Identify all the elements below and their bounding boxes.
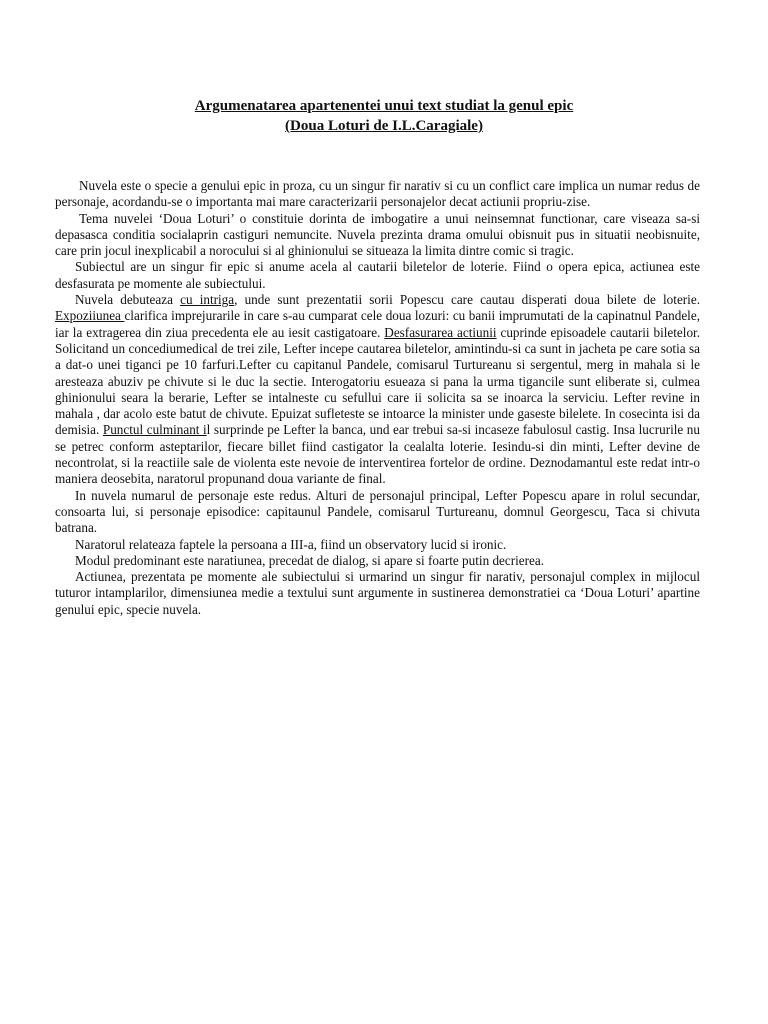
p4-text-2: , unde sunt prezentatii sorii Popescu care cautau disperati doua bilete de loterie. (234, 292, 700, 308)
document-title (0, 96, 768, 136)
paragraph-3: Subiectul are un singur fir epic si anume acela al cautarii biletelor de loterie. Fiind o opera epica, actiunea este desfasurata pe momente ale subiectului. (55, 259, 700, 291)
paragraph-1: Nuvela este o specie a genului epic in proza, cu un singur fir narativ si cu un conflict care implica un numar redus de personaje, acordandu-se o importanta mai mare caracterizarii personajelor decat actiunii propriu-zise. (55, 178, 700, 210)
title-line-1: Argumenatarea apartenentei unui text studiat la genul epic (194, 98, 574, 114)
title-line-2: (Doua Loturi de I.L.Caragiale) (285, 118, 483, 134)
p4-text-3: clarifica imprejurarile in care s-au cumparat cele doua lozuri: cu banii imprumutati de la capinatnul Pandele, iar la extragerea din ziua precedenta ele au iesit castigatoare. (55, 308, 700, 340)
underline-expozitiunea: Expoziiunea (55, 308, 125, 324)
paragraph-8: Actiunea, prezentata pe momente ale subiectului si urmarind un singur fir narativ, personajul complex in mijlocul tuturor intamplarilor, dimensiunea medie a textului sunt argumente in sustinerea demonstratiei ca ‘Doua Loturi’ apartine genului epic, specie nuvela. (55, 569, 700, 617)
paragraph-6: Naratorul relateaza faptele la persoana a III-a, fiind un observatory lucid si ironic. (75, 536, 507, 552)
paragraph-5: In nuvela numarul de personaje este redus. Alturi de personajul principal, Lefter Popescu apare in rolul secundar, consoarta lui, si personaje episodice: capitaunul Pandele, comisarul Turtureanu, domnul Georgescu, Taca si chivuta batrana. (55, 487, 700, 536)
underline-punctul-culminant: Punctul culminant i (102, 422, 207, 438)
paragraph-2: Tema nuvelei ‘Doua Loturi’ o constituie dorinta de imbogatire a unui neinsemnat functionar, care viseaza sa-si depasasca conditia socialaprin castiguri nemuncite. Nuvela prezinta drama omului obisnuit pus in situatii neobisnuite, care prin jocul inexplicabil a norocului si al ghinionului se situeaza la limita dintre comic si tragic. (55, 210, 700, 259)
document-body (55, 178, 700, 618)
paragraph-4 (55, 292, 700, 488)
p4-text-4: cuprinde episoadele cautarii biletelor. Solicitand un concediumedical de trei zile, Lefter incepe cautarea biletelor, amintindu-si ca sunt in jacheta pe care sotia sa a dat-o unei tiganci pe 10 farfuri.Lefter cu capitanul Pandele, comisarul Turtureanu si sergentul, merg in mahala si le aresteaza abuziv pe chivute si le duc la sectie. Interogatoriu esueaza si pana la urma tigancile sunt eliberate si, culmea ghinionului seara la berarie, Lefter se intalneste cu sefullui care ii solicita sa se inoarca la serviciu. Lefter revine in mahala , dar acolo este batut de chivute. Epuizat sufleteste se intoarce la minister unde gaseste bilelete. In cosecinta isi da demisia. (55, 324, 701, 438)
p4-text-5: l surprinde pe Lefter la banca, und ear trebui sa-si incaseze fabulosul castig. Insa lucrurile nu se petrec conform asteptarilor, fiecare billet fiind castigator la cealalta loterie. Iesindu-si din minti, Lefter devine de necontrolat, si la reactiile sale de violenta este nevoie de interventirea fortelor de ordine. Deznodamantul este redat intr-o maniera deosebita, naratorul propunand doua variante de final. (55, 422, 700, 487)
underline-desfasurarea: Desfasurarea actiunii (384, 324, 497, 340)
p4-text-1: Nuvela debuteaza (75, 292, 181, 308)
paragraph-7: Modul predominant este naratiunea, precedat de dialog, si apare si foarte putin decrierea. (75, 552, 545, 568)
underline-intriga: cu intriga (180, 292, 235, 308)
